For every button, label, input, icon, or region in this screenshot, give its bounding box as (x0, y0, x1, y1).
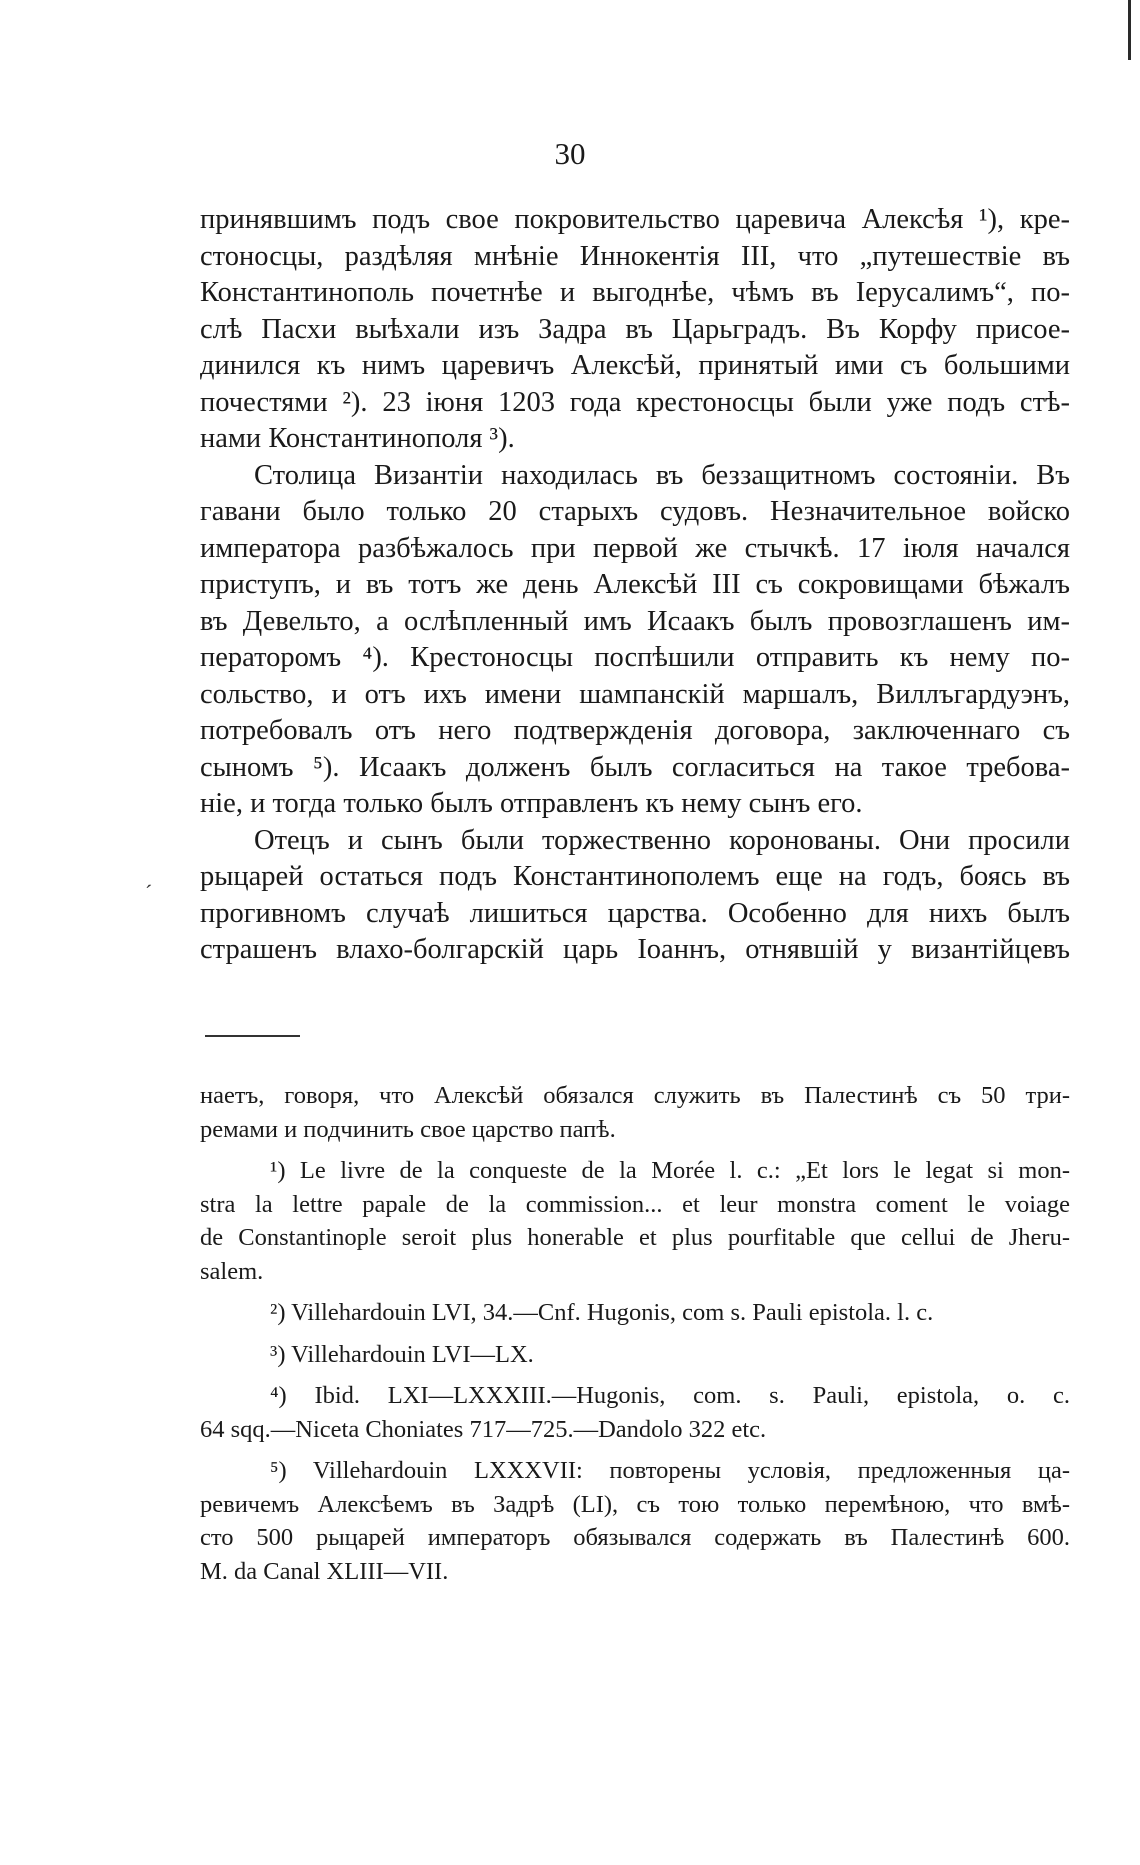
text-line: динился къ нимъ царевичъ Алексѣй, принятый ими съ большими (200, 350, 1070, 381)
footnote-1-line: stra la lettre papale de la commission... et leur monstra coment le voiage (200, 1190, 1070, 1218)
text-line: почестями ²). 23 іюня 1203 года крестоносцы были уже подъ стѣ- (200, 386, 1070, 418)
page-number: 30 (554, 136, 586, 171)
footnote-separator (205, 1035, 300, 1037)
footnote-gap (200, 1330, 1070, 1338)
footnote-4-line: 64 sqq.—Niceta Choniates 717—725.—Dandolo 322 etc. (200, 1415, 767, 1443)
text-line: ператоромъ ⁴). Крестоносцы поспѣшили отправить къ нему по- (200, 642, 1070, 673)
text-line: сольство, и отъ ихъ имени шампанскій маршалъ, Виллъгардуэнъ, (200, 678, 1070, 710)
text-line: страшенъ влахо-болгарскій царь Іоаннъ, отнявшій у византійцевъ (200, 934, 1070, 965)
margin-mark: ˊ (145, 880, 153, 905)
footnote-gap (200, 1371, 1070, 1379)
footnote-line: ремами и подчинить свое царство папѣ. (200, 1115, 616, 1143)
text-line: въ Девельто, а ослѣпленный имъ Исаакъ былъ провозглашенъ им- (200, 605, 1070, 637)
footnote-gap (200, 1146, 1070, 1154)
text-line: слѣ Пасхи выѣхали изъ Задра въ Царьградъ. Въ Корфу присое- (200, 313, 1070, 345)
text-line: Столица Византіи находилась въ беззащитномъ состояніи. Въ (254, 459, 1070, 491)
footnote-3-line: ³) Villehardouin LVI—LX. (270, 1340, 534, 1368)
text-line: принявшимъ подъ свое покровительство царевича Алексѣя ¹), кре- (200, 204, 1070, 235)
text-line: прогивномъ случаѣ лишиться царства. Особенно для нихъ былъ (200, 897, 1070, 929)
footnote-line: наетъ, говоря, что Алексѣй обязался служить въ Палестинѣ съ 50 три- (200, 1082, 1070, 1109)
footnotes (200, 1079, 1070, 1588)
text-line: ніе, и тогда только былъ отправленъ къ нему сынъ его. (200, 788, 863, 819)
footnote-2-line: ²) Villehardouin LVI, 34.—Cnf. Hugonis, com s. Pauli epistola. l. c. (270, 1299, 934, 1326)
text-line: гавани было только 20 старыхъ судовъ. Незначительное войско (200, 496, 1070, 527)
page-edge-line (1128, 0, 1131, 60)
footnote-1-line: ¹) Le livre de la conqueste de la Morée l. c.: „Et lors le legat si mon- (270, 1157, 1070, 1184)
text-line: стоносцы, раздѣляя мнѣніе Иннокентія III, что „путешествіе въ (200, 240, 1070, 272)
footnote-1-line: salem. (200, 1257, 264, 1285)
text-line: императора разбѣжалось при первой же стычкѣ. 17 іюля начался (200, 532, 1070, 564)
footnote-4-line: ⁴) Ibid. LXI—LXXXIII.—Hugonis, com. s. Pauli, epistola, o. c. (270, 1382, 1070, 1409)
footnote-gap (200, 1288, 1070, 1296)
footnote-gap (200, 1446, 1070, 1454)
text-line: нами Константинополя ³). (200, 423, 515, 454)
footnote-5-line: ревичемъ Алексѣемъ въ Задрѣ (LI), съ тою только перемѣною, что вмѣ- (200, 1490, 1070, 1518)
text-line: Константинополь почетнѣе и выгоднѣе, чѣмъ въ Іерусалимъ“, по- (200, 277, 1070, 308)
text-line: Отецъ и сынъ были торжественно коронованы. Они просили (254, 824, 1070, 856)
text-line: рыцарей остаться подъ Константинополемъ еще на годъ, боясь въ (200, 861, 1070, 892)
main-text (200, 202, 1070, 969)
footnote-1-line: de Constantinople seroit plus honerable et plus pourfitable que cellui de Jheru- (200, 1224, 1070, 1251)
footnote-5-line: M. da Canal XLIII—VII. (200, 1557, 449, 1585)
footnote-5-line: ⁵) Villehardouin LXXXVII: повторены условія, предложенныя ца- (270, 1457, 1070, 1484)
text-line: приступъ, и въ тотъ же день Алексѣй III съ сокровищами бѣжалъ (200, 569, 1070, 600)
text-line: потребовалъ отъ него подтвержденія договора, заключеннаго съ (200, 715, 1070, 746)
footnote-5-line: сто 500 рыцарей императоръ обязывался содержать въ Палестинѣ 600. (200, 1524, 1070, 1551)
text-line: сыномъ ⁵). Исаакъ долженъ былъ согласиться на такое требова- (200, 751, 1070, 783)
